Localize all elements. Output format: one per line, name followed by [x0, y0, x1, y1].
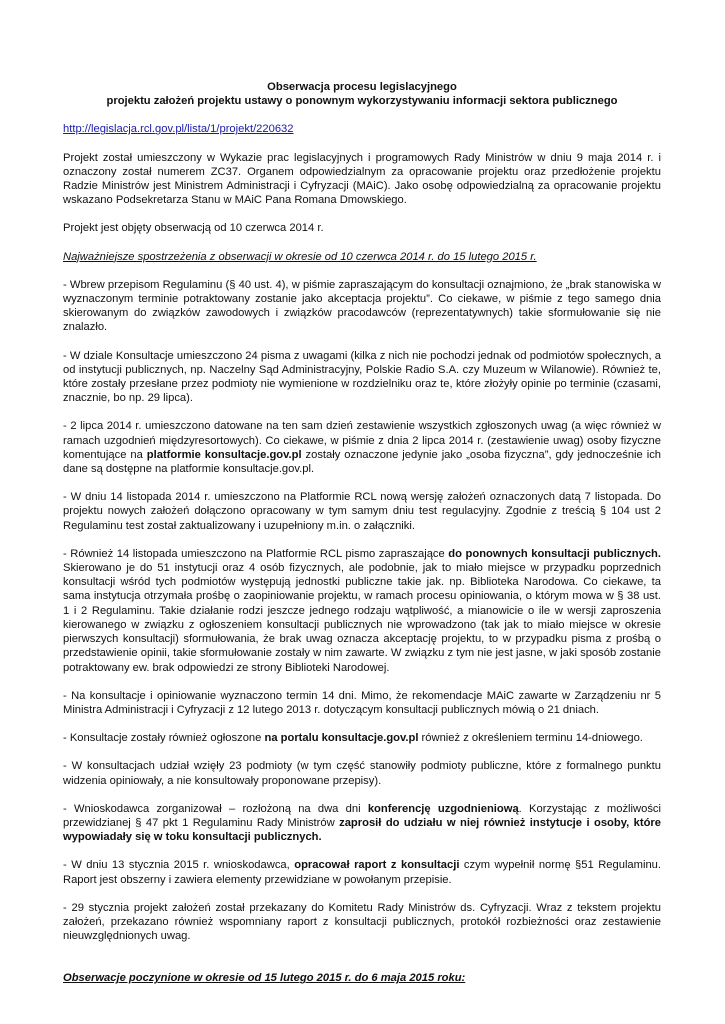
list-item: - 29 stycznia projekt założeń został przekazany do Komitetu Rady Ministrów ds. Cyfryzacji. Wraz z tekstem projektu założeń, przekazano również wspomniany raport z konsultacji publicznych, protokół rozbieżności oraz zestawienie nieuwzględnionych uwag. [63, 901, 661, 943]
list-item: - Na konsultacje i opiniowanie wyznaczono termin 14 dni. Mimo, że rekomendacje MAiC zawarte w Zarządzeniu nr 5 Ministra Administracji i Cyfryzacji z 12 lutego 2013 r. dotyczącym konsultacji publicznych mówią o 21 dniach. [63, 689, 661, 716]
list-item: - 2 lipca 2014 r. umieszczono datowane na ten sam dzień zestawienie wszystkich zgłoszonych uwag (a więc również w ramach uzgodnień międzyresortowych). Co ciekawe, w piśmie z dnia 2 lipca 2014 r. (zestawienie uwag) osoby fizyczne komentujące na platformie konsultacje.gov.pl zostały oznaczone jedynie jako „osoba fizyczna”, gdy jednocześnie ich dane są dostępne na platformie konsultacje.gov.pl. [63, 420, 662, 476]
list-item: - W dniu 13 stycznia 2015 r. wnioskodawca, opracował raport z konsultacji czym wypełnił normę §51 Regulaminu. Raport jest obszerny i zawiera elementy przewidziane w powołanym przepisie. [63, 859, 662, 886]
project-link[interactable]: http://legislacja.rcl.gov.pl/lista/1/projekt/220632 [63, 123, 294, 136]
list-item: - Wnioskodawca zorganizował – rozłożoną na dwa dni konferencję uzgodnieniową. Korzystając z możliwości przewidzianej § 47 pkt 1 Regulaminu Rady Ministrów zaprosił do udziału w niej również instytucje i osoby, które wypowiadały się w toku konsultacji publicznych. [63, 802, 661, 844]
intro-paragraph: Projekt został umieszczony w Wykazie prac legislacyjnych i programowych Rady Ministrów w dniu 9 maja 2014 r. i oznaczony został numerem ZC37. Organem odpowiedzialnym za opracowanie projektu oraz przedłożenie projektu Radzie Ministrów jest Ministrem Administracji i Cyfryzacji (MAiC). Jako osobę odpowiedzialną za opracowanie projektu wskazano Podsekretarza Stanu w MAiC Pana Romana Dmowskiego. [63, 151, 661, 207]
section-heading-1: Najważniejsze spostrzeżenia z obserwacji w okresie od 10 czerwca 2014 r. do 15 lutego 2015 r. [63, 250, 537, 263]
section-heading-2: Obserwacje poczynione w okresie od 15 lutego 2015 r. do 6 maja 2015 roku: [63, 972, 466, 985]
observation-start-paragraph: Projekt jest objęty obserwacją od 10 czerwca 2014 r. [63, 222, 324, 235]
document-title-line2: projektu założeń projektu ustawy o ponownym wykorzystywaniu informacji sektora publicznego [106, 95, 618, 108]
document-title-line1: Obserwacja procesu legislacyjnego [267, 81, 457, 93]
list-item: - W konsultacjach udział wzięły 23 podmioty (w tym część stanowiły podmioty publiczne, które z formalnego punktu widzenia opiniowały, a nie konsultowały proponowane przepisy). [63, 760, 661, 787]
list-item: - W dniu 14 listopada 2014 r. umieszczono na Platformie RCL nową wersję założeń oznaczonych datą 7 listopada. Do projektu nowych założeń dołączono opracowany w tym samym dniu test regulacyjny. Zgodnie z treścią § 104 ust 2 Regulaminu test został zaktualizowany i uzupełniony m.in. o załączniki. [63, 491, 661, 532]
document-page [63, 80, 661, 986]
list-item: - W dziale Konsultacje umieszczono 24 pisma z uwagami (kilka z nich nie pochodzi jednak od podmiotów społecznych, a od instytucji publicznych, np. Naczelny Sąd Administracyjny, Polskie Radio S.A. czy Muzeum w Wilanowie). Również te, które zostały przesłane przez podmioty nie wymienione w rozdzielniku oraz te, które złożyły opinie po terminie (czasami, znacznie, bo np. 29 lipca). [63, 349, 661, 405]
list-item: - Również 14 listopada umieszczono na Platformie RCL pismo zapraszające do ponownych konsultacji publicznych. Skierowano je do 51 instytucji oraz 4 osób fizycznych, ale podobnie, jak to miało miejsce w przypadku poprzednich konsultacji wśród tych podmiotów występują jednostki publiczne takie jak. np. Biblioteka Narodowa. Co ciekawe, ta sama instytucja otrzymała prośbę o zaopiniowanie projektu, w ramach procesu opiniowania, o którym mowa w § 38 ust. 1 i 2 Regulaminu. Takie działanie rodzi jeszcze jednego rodzaju wątpliwość, a mianowicie o ile w wersji zaproszenia kierowanego w związku z ogłoszeniem konsultacji publicznych nie wprowadzono (tak jak to miało miejsce w okresie pierwszych konsultacji) sformułowania, że brak uwag oznacza akceptację projektu, to w przypadku pisma z prośbą o przedstawienie opinii, takie sformułowanie zostały w nim zawarte. W związku z tym nie jest jasne, w jaki sposób zostanie potraktowany ew. brak odpowiedzi ze strony Biblioteki Narodowej. [63, 547, 661, 674]
list-item: - Wbrew przepisom Regulaminu (§ 40 ust. 4), w piśmie zapraszającym do konsultacji oznajmiono, że „brak stanowiska w wyznaczonym terminie potraktowany zostanie jako akceptacja projektu”. Co ciekawe, w piśmie z tego samego dnia skierowanym do związków zawodowych i związków pracodawców (reprezentatywnych) takie sformułowanie się nie znalazło. [63, 278, 661, 334]
list-item: - Konsultacje zostały również ogłoszone na portalu konsultacje.gov.pl również z określeniem terminu 14-dniowego. [63, 732, 643, 745]
